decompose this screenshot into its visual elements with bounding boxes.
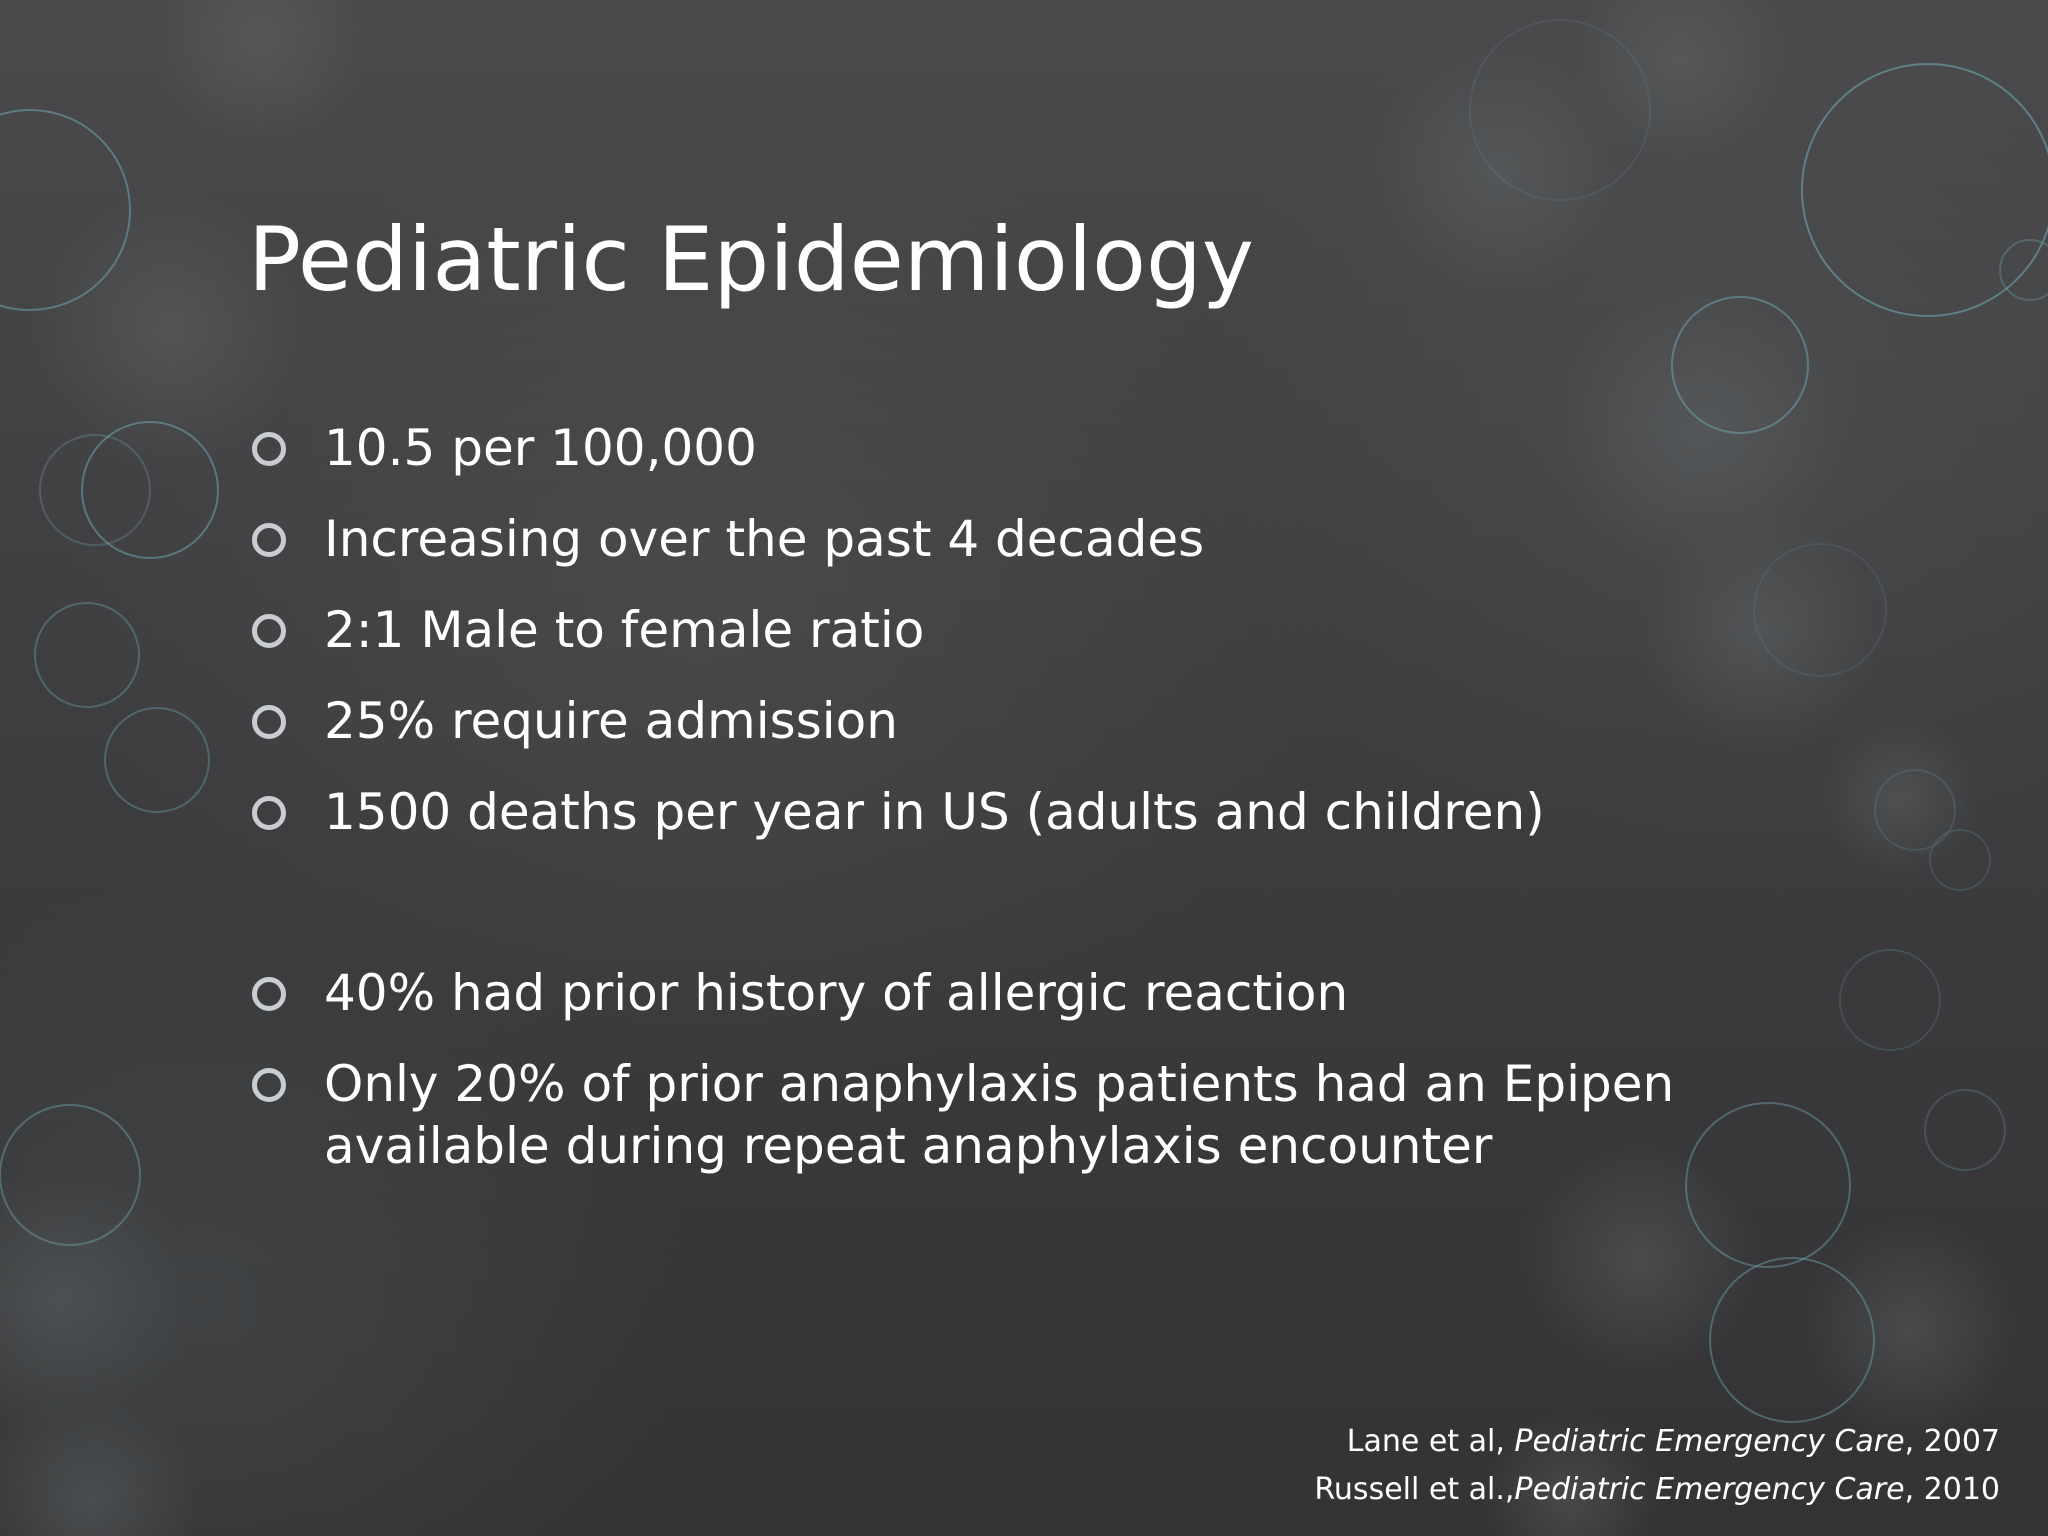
hollow-circle-icon <box>252 796 286 830</box>
bullet-item <box>250 599 1950 661</box>
reference-authors: Lane et al, <box>1346 1424 1515 1459</box>
bullet-text: 10.5 per 100,000 <box>324 419 757 477</box>
hollow-circle-icon <box>252 1068 286 1102</box>
bullet-item <box>250 962 1950 1024</box>
reference-line <box>1314 1466 2000 1514</box>
bullet-text: 1500 deaths per year in US (adults and children) <box>324 783 1545 841</box>
hollow-circle-icon <box>252 523 286 557</box>
bullet-item <box>250 781 1950 843</box>
bullet-text: Only 20% of prior anaphylaxis patients had an Epipen available during repeat anaphylaxis encounter <box>324 1055 1675 1175</box>
bullet-text: Increasing over the past 4 decades <box>324 510 1205 568</box>
bullet-text: 2:1 Male to female ratio <box>324 601 925 659</box>
reference-journal: Pediatric Emergency Care <box>1514 1424 1905 1459</box>
bullet-text: 40% had prior history of allergic reaction <box>324 964 1349 1022</box>
hollow-circle-icon <box>252 432 286 466</box>
hollow-circle-icon <box>252 614 286 648</box>
bullet-list <box>250 0 1950 1536</box>
bullet-text: 25% require admission <box>324 692 898 750</box>
reference-line <box>1314 1418 2000 1466</box>
reference-year: , 2007 <box>1904 1424 2000 1459</box>
slide-title: Pediatric Epidemiology <box>248 208 1254 311</box>
hollow-circle-icon <box>252 977 286 1011</box>
hollow-circle-icon <box>252 705 286 739</box>
reference-authors: Russell et al., <box>1314 1472 1515 1507</box>
reference-year: , 2010 <box>1904 1472 2000 1507</box>
bullet-item <box>250 508 1950 570</box>
bullet-item <box>250 690 1950 752</box>
references <box>1314 1418 2000 1514</box>
reference-journal: Pediatric Emergency Care <box>1514 1472 1905 1507</box>
bullet-item <box>250 1053 1830 1177</box>
bullet-item <box>250 417 1950 479</box>
